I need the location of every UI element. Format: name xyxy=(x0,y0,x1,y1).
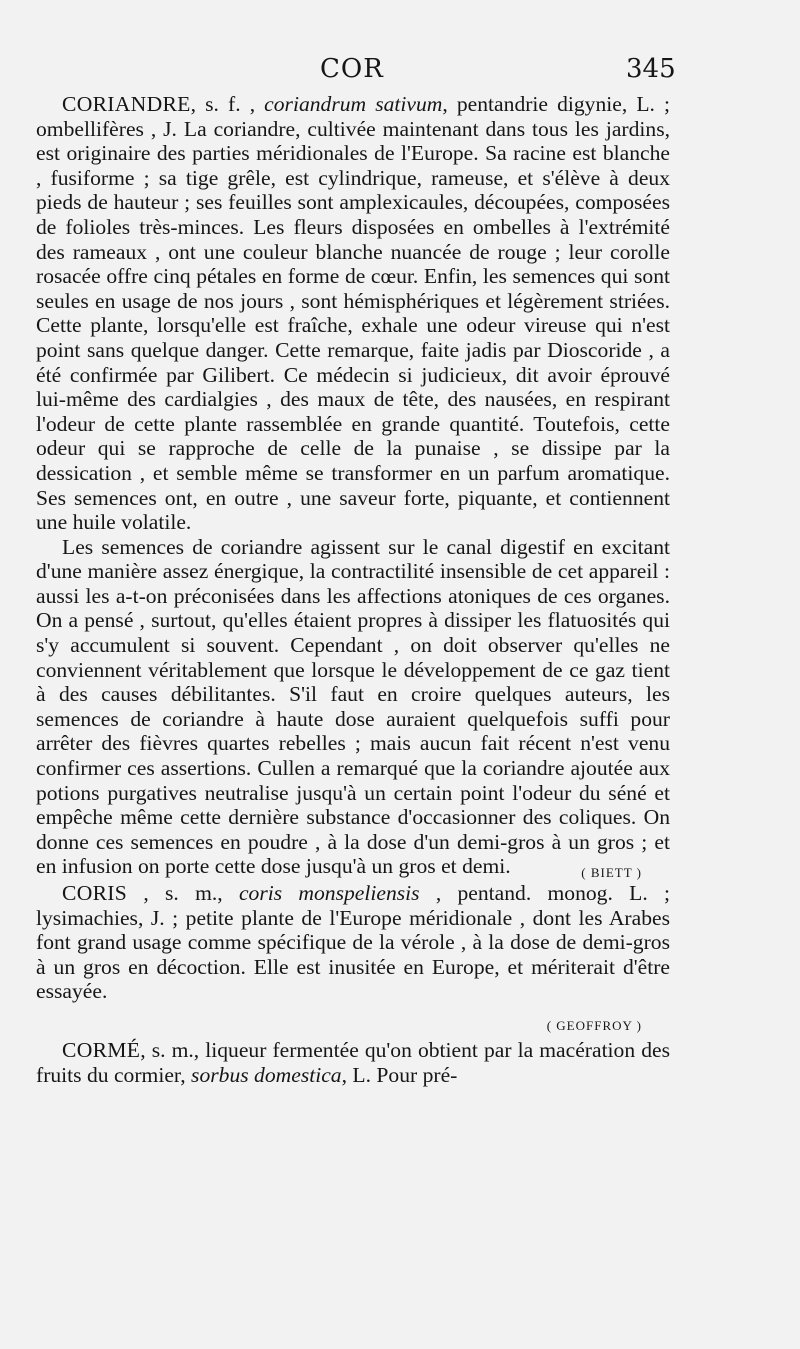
headword: CORMÉ xyxy=(62,1037,141,1062)
latin-name: coris monspeliensis xyxy=(238,881,420,905)
running-head: COR xyxy=(320,54,384,84)
author-signature: ( GEOFFROY ) xyxy=(546,1017,642,1033)
entry-text: , L. Pour pré- xyxy=(341,1062,458,1087)
entry-corme xyxy=(36,1038,670,1087)
entry-coris xyxy=(36,881,670,1034)
entry-coriandre-paragraph-1 xyxy=(36,92,670,535)
headword: CORIS xyxy=(62,881,128,905)
entry-coriandre-paragraph-2: Les semences de coriandre agissent sur le canal digestif en excitant d'une manière assez énergique, la contractilité insensible de cet appareil : aussi les a-t-on préconisées dans les affections atoniques de ces organes. On a pensé , surtout, qu'elles étaient propres à dissiper les flatuosités qui s'y accumulent si souvent. Cependant , on doit observer qu'elles ne conviennent véritablement que lorsque le développement de ce gaz tient à des causes débilitantes. S'il faut en croire quelques auteurs, les semences de coriandre à haute dose auraient quelquefois suffi pour arrêter des fièvres quartes rebelles ; mais aucun fait récent n'est venu confirmer ces assertions. Cullen a remarqué que la coriandre ajoutée aux potions purgatives neutralise jusqu'à un certain point l'odeur du séné et empêche même cette dernière substance d'occasionner des coliques. On donne ces semences en poudre , à la dose d'un demi-gros à un gros ; et en infusion on porte cette dose jusqu'à un gros et demi. xyxy=(36,534,670,879)
page-body xyxy=(36,92,670,1087)
latin-name: coriandrum sativum xyxy=(264,92,443,116)
entry-coris-paragraph xyxy=(36,881,670,1004)
entry-corme-paragraph xyxy=(36,1038,670,1087)
entry-text: , pentandrie digynie, L. ; ombellifères , J. La coriandre, cultivée maintenant dans tous les jardins, est originaire des parties méridionales de l'Europe. Sa racine est blanche , fusiforme ; sa tige grêle, est cylindrique, rameuse, et s'élève à deux pieds de hauteur ; ses feuilles sont amplexicaules, découpées, composées de folioles très-minces. Les fleurs disposées en ombelles à l'extrémité des rameaux , ont une couleur blanche nuancée de rouge ; leur corolle rosacée offre cinq pétales en forme de cœur. Enfin, les semences qui sont seules en usage de nos jours , sont hémisphériques et légèrement striées. Cette plante, lorsqu'elle est fraîche, exhale une odeur vireuse qui n'est point sans quelque danger. Cette remarque, faite jadis par Dioscoride , a été confirmée par Gilibert. Ce médecin si judicieux, dit avoir éprouvé lui-même des cardialgies , des maux de tête, des nausées, en respirant l'odeur de cette plante rassemblée en grande quantité. Toutefois, cette odeur qui se rapproche de celle de la punaise , se dissipe par la dessication , et semble même se transformer en un parfum aromatique. Ses semences ont, en outre , une saveur forte, piquante, et contiennent une huile volatile. xyxy=(36,92,670,535)
page-header xyxy=(0,54,800,90)
page-number: 345 xyxy=(626,54,676,84)
author-signature: ( BIETT ) xyxy=(581,865,642,880)
entry-intro: , s. f. , xyxy=(190,92,265,116)
latin-name: sorbus domestica xyxy=(191,1062,342,1087)
entry-intro: , s. m., liqueur fermentée qu'on obtient par la macération des fruits du cormier, xyxy=(36,1037,670,1087)
entry-coriandre xyxy=(36,92,670,881)
entry-intro: , s. m., xyxy=(127,881,239,905)
entry-text: , pentand. monog. L. ; lysimachies, J. ; petite plante de l'Europe méridionale , dont les Arabes font grand usage comme spécifique de la vérole , à la dose de demi-gros à un gros en décoction. Elle est inusitée en Europe, et mériterait d'être essayée. xyxy=(36,881,670,1004)
headword: CORIANDRE xyxy=(62,92,191,116)
